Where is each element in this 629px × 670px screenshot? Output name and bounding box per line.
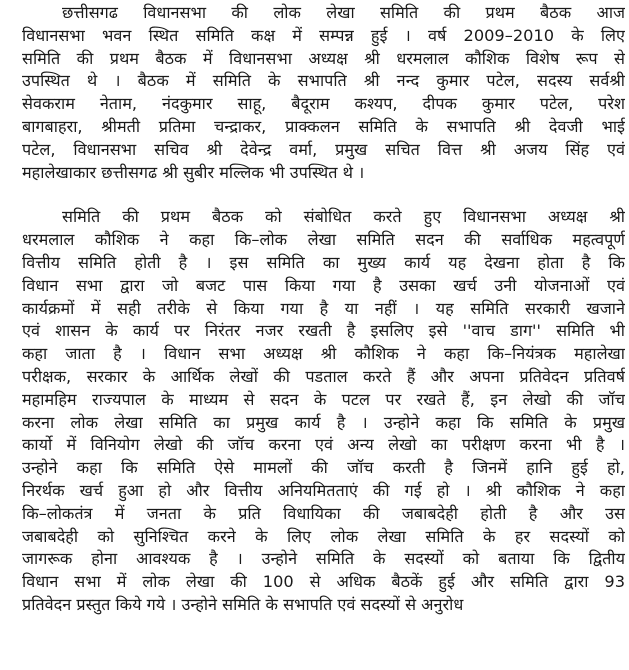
text-line: विधानसभा भवन स्थित समिति कक्ष में सम्पन्न हुई । वर्ष 2009–2010 के लिए (22, 25, 625, 45)
text-line: सेवकराम नेताम, नंदकुमार साहू, बैदूराम कश्यप, दीपक कुमार पटेल, परेश (22, 94, 625, 114)
text-line: प्रतिवेदन प्रस्तुत किये गये । उन्होने समिति के सभापति एवं सदस्यों से अनुरोध (22, 594, 464, 614)
text-line: कहा जाता है । विधान सभा अध्यक्ष श्री कौशिक ने कहा कि–नियंत्रक महालेखा (22, 344, 625, 364)
text-line: उन्होने कहा कि समिति ऐसे मामलों की जॉच करती है जिनमें हानि हुई हो, (22, 458, 625, 478)
text-line: कि–लोकतंत्र में जनता के प्रति विधायिका की जबाबदेही होती है और उस (22, 503, 625, 523)
text-line: कार्यो में विनियोग लेखो की जॉच करना एवं अन्य लेखो का परीक्षण करना भी है । (22, 435, 625, 455)
paragraph-speaker-address (22, 206, 625, 616)
text-line: परीक्षक, सरकार के आर्थिक लेखों की पडताल करते हैं और अपना प्रतिवेदन प्रतिवर्ष (22, 366, 625, 386)
text-line: करना लोक लेखा समिति का प्रमुख कार्य है । उन्होने कहा कि समिति के प्रमुख (22, 412, 625, 432)
text-line: एवं शासन के कार्य पर निरंतर नजर रखती है इसलिए इसे ''वाच डाग'' समिति भी (22, 321, 625, 341)
text-line: विधान सभा में लोक लेखा की 100 से अधिक बैठकें हुई और समिति द्वारा 93 (22, 572, 625, 592)
text-line: महामहिम राज्यपाल के माध्यम से सदन के पटल पर रखते हैं, इन लेखो की जॉच (22, 389, 625, 409)
text-line: धरमलाल कौशिक ने कहा कि–लोक लेखा समिति सदन की सर्वाधिक महत्वपूर्ण (22, 230, 625, 250)
text-line: पटेल, विधानसभा सचिव श्री देवेन्द्र वर्मा, प्रमुख सचित वित्त श्री अजय सिंह एवं (22, 139, 625, 159)
text-line: जबाबदेही को सुनिश्चित करने के लिए लोक लेखा समिति के हर सदस्यों को (22, 526, 625, 546)
text-line: उपस्थित थे । बैठक में समिति के सभापति श्री नन्द कुमार पटेल, सदस्य सर्वश्री (22, 71, 625, 91)
text-line: समिति की प्रथम बैठक में विधानसभा अध्यक्ष श्री धरमलाल कौशिक विशेष रूप से (22, 48, 625, 68)
text-line: विधान सभा द्वारा जो बजट पास किया गया है उसका खर्च उनी योजनाओं एवं (22, 275, 625, 295)
text-line: छत्तीसगढ विधानसभा की लोक लेखा समिति की प्रथम बैठक आज (62, 3, 625, 22)
text-line: कार्यक्रमों में सही तरीके से किया गया है या नहीं । यह समिति सरकारी खजाने (22, 298, 625, 318)
text-line: समिति की प्रथम बैठक को संबोधित करते हुए विधानसभा अध्यक्ष श्री (62, 207, 625, 227)
text-line: निरर्थक खर्च हुआ हो और वित्तीय अनियमितताएं की गई हो । श्री कौशिक ने कहा (22, 480, 625, 500)
text-line: महालेखाकार छत्तीसगढ श्री सुबीर मल्लिक भी उपस्थित थे । (22, 162, 365, 182)
paragraph-meeting-attendance (22, 2, 625, 184)
text-line: वित्तीय समिति होती है । इस समिति का मुख्य कार्य यह देखना होता है कि (22, 252, 625, 272)
paragraph-spacer (22, 184, 625, 206)
text-line: बागबाहरा, श्रीमती प्रतिमा चन्द्राकर, प्राक्कलन समिति के सभापति श्री देवजी भाई (22, 116, 625, 136)
text-line: जागरूक होना आवश्यक है । उन्होने समिति के सदस्यों को बताया कि द्वितीय (22, 549, 625, 569)
